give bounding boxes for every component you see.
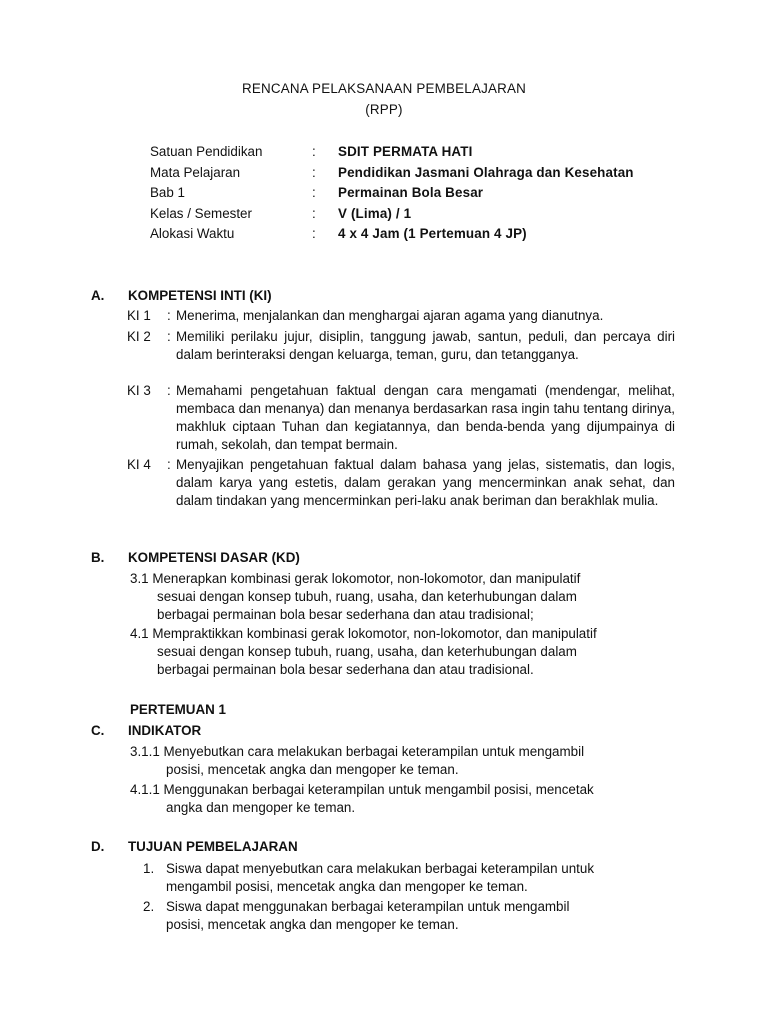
indikator-line: 3.1.1 Menyebutkan cara melakukan berbagai keterampilan untuk mengambil [130,744,585,759]
kd-line: berbagai permainan bola besar sederhana dan atau tradisional. [157,662,534,677]
tujuan-item [143,898,683,934]
identity-label: Mata Pelajaran [150,164,241,180]
indikator-line: angka dan mengoper ke teman. [166,800,356,815]
ki-colon: : [167,383,171,398]
identity-row [150,142,634,163]
document-title: RENCANA PELAKSANAAN PEMBELAJARAN [242,81,526,96]
identity-colon: : [312,205,316,221]
ki-colon: : [167,329,171,344]
ki-item [127,382,675,454]
tujuan-line: posisi, mencetak angka dan mengoper ke teman. [166,917,459,932]
section-letter: A. [91,288,105,303]
identity-label: Satuan Pendidikan [150,144,263,160]
identity-value: Permainan Bola Besar [338,185,484,201]
identity-colon: : [312,226,316,242]
ki-colon: : [167,308,171,323]
ki-text: Memiliki perilaku jujur, disiplin, tanggung jawab, santun, peduli, dan percaya diri dalam berinteraksi dengan keluarga, teman, guru, dan tetangganya. [176,329,675,362]
identity-value: SDIT PERMATA HATI [338,144,473,160]
identity-row [150,204,634,225]
identity-row [150,224,634,245]
identity-row [150,183,634,204]
section-title: KOMPETENSI DASAR (KD) [128,550,300,565]
ki-code: KI 1 [127,308,151,323]
identity-colon: : [312,185,316,201]
identity-value: V (Lima) / 1 [338,205,412,221]
indikator-line: 4.1.1 Menggunakan berbagai keterampilan untuk mengambil posisi, mencetak [130,782,594,797]
indikator-item [130,743,690,779]
tujuan-number: 1. [143,861,155,876]
indikator-line: posisi, mencetak angka dan mengoper ke teman. [166,762,459,777]
identity-value: 4 x 4 Jam (1 Pertemuan 4 JP) [338,226,527,242]
tujuan-item [143,860,683,896]
ki-item [127,328,675,364]
identity-colon: : [312,164,316,180]
identity-colon: : [312,144,316,160]
section-b-heading [91,549,300,567]
identity-table [150,142,634,245]
tujuan-line: Siswa dapat menyebutkan cara melakukan berbagai keterampilan untuk [166,861,595,876]
ki-text: Memahami pengetahuan faktual dengan cara mengamati (mendengar, melihat, membaca dan menanya) dan menanya berdasarkan rasa ingin tahu tentang dirinya, makhluk ciptaan Tuhan dan kegiatannya, dan benda-benda yang dijumpainya di rumah, sekolah, dan tempat bermain. [176,383,675,452]
ki-code: KI 3 [127,383,151,398]
section-title: INDIKATOR [128,723,202,738]
section-title: KOMPETENSI INTI (KI) [128,288,272,303]
kd-line: berbagai permainan bola besar sederhana dan atau tradisional; [157,607,534,622]
tujuan-text [166,860,683,896]
ki-item [127,307,675,325]
kd-line: sesuai dengan konsep tubuh, ruang, usaha, dan keterhubungan dalam [157,589,577,604]
document-subtitle: (RPP) [365,102,403,117]
section-letter: D. [91,839,105,854]
kd-line: 4.1 Mempraktikkan kombinasi gerak lokomotor, non-lokomotor, dan manipulatif [130,626,597,641]
identity-label: Bab 1 [150,185,185,201]
pertemuan-heading: PERTEMUAN 1 [130,702,226,717]
tujuan-text [166,898,683,934]
identity-label: Kelas / Semester [150,205,252,221]
identity-value: Pendidikan Jasmani Olahraga dan Kesehatan [338,164,634,180]
section-title: TUJUAN PEMBELAJARAN [128,839,298,854]
kd-item [130,625,650,679]
ki-item [127,456,675,510]
ki-text: Menyajikan pengetahuan faktual dalam bahasa yang jelas, sistematis, dan logis, dalam karya yang estetis, dalam gerakan yang mencerminkan anak sehat, dan dalam tindakan yang mencerminkan peri-laku anak beriman dan berakhlak mulia. [176,457,675,508]
section-c-heading [91,722,201,740]
section-a-heading [91,287,272,305]
ki-code: KI 4 [127,457,151,472]
kd-line: 3.1 Menerapkan kombinasi gerak lokomotor, non-lokomotor, dan manipulatif [130,571,581,586]
tujuan-line: Siswa dapat menggunakan berbagai keterampilan untuk mengambil [166,899,570,914]
section-d-heading [91,838,298,856]
section-letter: B. [91,550,105,565]
ki-code: KI 2 [127,329,151,344]
identity-label: Alokasi Waktu [150,226,235,242]
identity-row [150,163,634,184]
tujuan-line: mengambil posisi, mencetak angka dan mengoper ke teman. [166,879,528,894]
kd-item [130,570,650,624]
tujuan-number: 2. [143,899,155,914]
indikator-item [130,781,690,817]
ki-text: Menerima, menjalankan dan menghargai ajaran agama yang dianutnya. [176,308,604,323]
section-letter: C. [91,723,105,738]
kd-line: sesuai dengan konsep tubuh, ruang, usaha, dan keterhubungan dalam [157,644,577,659]
ki-colon: : [167,457,171,472]
